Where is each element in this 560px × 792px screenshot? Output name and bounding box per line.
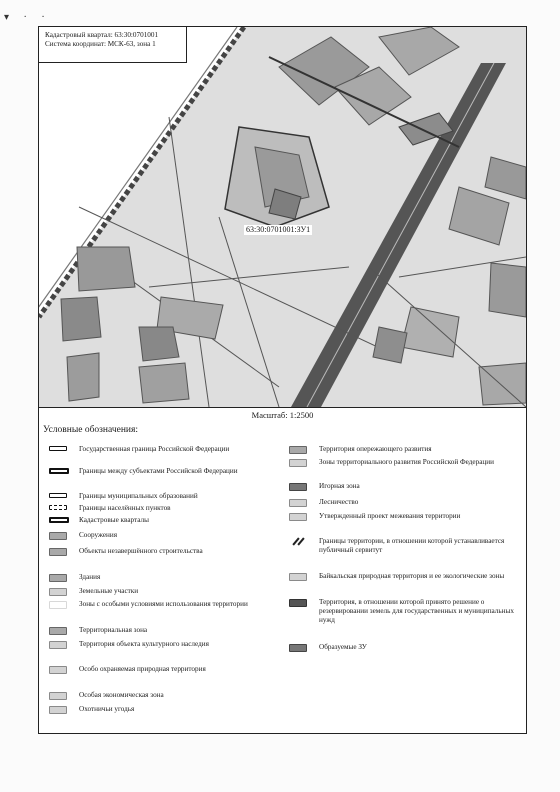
legend-item <box>45 691 277 705</box>
legend-item <box>45 445 277 467</box>
legend-label: Границы муниципальных образований <box>79 492 198 500</box>
map-drawing <box>39 27 526 407</box>
legend-symbol <box>289 459 307 467</box>
legend-right-column <box>285 445 525 657</box>
legend-item <box>285 598 525 643</box>
legend-label: Границы территории, в отношении которой устанавливается публичный сервитут <box>319 537 505 554</box>
building <box>61 297 101 341</box>
legend-label: Территориальная зона <box>79 626 148 634</box>
legend-symbol <box>49 692 67 700</box>
legend-symbol <box>49 574 67 582</box>
legend-symbol <box>289 538 305 544</box>
legend-item <box>285 537 525 572</box>
legend-symbol <box>49 627 67 635</box>
legend-item <box>285 498 525 512</box>
legend-symbol <box>289 446 307 454</box>
document-frame <box>38 26 527 734</box>
legend-item <box>45 665 277 691</box>
legend-label: Территория объекта культурного наследия <box>79 640 209 648</box>
legend-title: Условные обозначения: <box>43 425 139 435</box>
legend-left-column <box>45 445 277 719</box>
building <box>77 247 135 291</box>
legend-symbol <box>49 532 67 540</box>
legend-label: Территория опережающего развития <box>319 445 432 453</box>
legend-label: Земельные участки <box>79 587 139 595</box>
legend-label: Кадастровые кварталы <box>79 516 149 524</box>
legend-symbol <box>289 513 307 521</box>
legend-symbol <box>49 468 69 474</box>
legend-label: Границы населённых пунктов <box>79 504 171 512</box>
legend-item <box>45 587 277 600</box>
map-scale: Масштаб: 1:2500 <box>251 410 314 420</box>
legend-symbol <box>49 601 67 609</box>
legend-symbol <box>49 588 67 596</box>
legend-symbol <box>49 505 67 510</box>
legend-symbol <box>49 517 69 523</box>
building <box>489 263 526 317</box>
scan-marks: ▾ · · <box>4 12 51 23</box>
legend-item <box>45 640 277 665</box>
legend-label: Лесничество <box>319 498 359 506</box>
parcel-label: 63:30:0701001:ЗУ1 <box>246 225 311 234</box>
legend-symbol <box>49 666 67 674</box>
legend-label: Зоны территориального развития Российской Федерации <box>319 458 494 466</box>
legend-label: Государственная граница Российской Федерации <box>79 445 230 453</box>
legend-item <box>45 626 277 640</box>
legend-item <box>285 482 525 498</box>
legend-item <box>45 547 277 573</box>
building <box>67 353 99 401</box>
legend-item <box>285 643 525 657</box>
legend-symbol <box>49 706 67 714</box>
legend-label: Особо охраняемая природная территория <box>79 665 206 673</box>
legend-label: Утвержденный проект межевания территории <box>319 512 461 520</box>
legend-item <box>45 504 277 516</box>
legend-item <box>285 445 525 458</box>
legend-item <box>45 705 277 719</box>
building <box>139 363 189 403</box>
legend-label: Байкальская природная территория и ее экологические зоны <box>319 572 505 580</box>
coordinate-system: Система координат: МСК-63, зона 1 <box>45 40 156 48</box>
legend-label: Здания <box>79 573 101 581</box>
legend-item <box>45 531 277 547</box>
legend-item <box>45 600 277 626</box>
cadastral-quarter: Кадастровый квартал: 63:30:0701001 <box>45 31 159 39</box>
legend-item <box>285 572 525 598</box>
legend-symbol <box>289 499 307 507</box>
legend-label: Образуемые ЗУ <box>319 643 367 651</box>
legend-symbol <box>289 644 307 652</box>
legend-label: Охотничьи угодья <box>79 705 135 713</box>
legend-item <box>45 516 277 531</box>
legend-label: Границы между субъектами Российской Федерации <box>79 467 238 475</box>
building <box>139 327 179 361</box>
legend-label: Объекты незавершённого строительства <box>79 547 203 555</box>
legend-label: Игорная зона <box>319 482 360 490</box>
legend-symbol <box>49 641 67 649</box>
legend-symbol <box>49 548 67 556</box>
legend-label: Сооружения <box>79 531 118 539</box>
building <box>373 327 407 363</box>
legend-symbol <box>49 446 67 451</box>
legend-symbol <box>49 493 67 498</box>
legend-label: Особая экономическая зона <box>79 691 164 699</box>
legend-label: Территория, в отношении которой принято решение о резервировании земель для государственных и муниципальных нужд <box>319 598 514 624</box>
building <box>479 363 526 405</box>
quarter-info-box <box>39 27 187 63</box>
cadastral-map[interactable] <box>39 27 526 408</box>
legend-item <box>45 573 277 587</box>
legend-symbol <box>289 483 307 491</box>
legend-item <box>45 467 277 492</box>
legend-symbol <box>289 573 307 581</box>
legend-item <box>45 492 277 504</box>
legend-symbol <box>289 599 307 607</box>
legend-item <box>285 512 525 537</box>
legend-label: Зоны с особыми условиями использования территории <box>79 600 248 608</box>
legend-item <box>285 458 525 482</box>
